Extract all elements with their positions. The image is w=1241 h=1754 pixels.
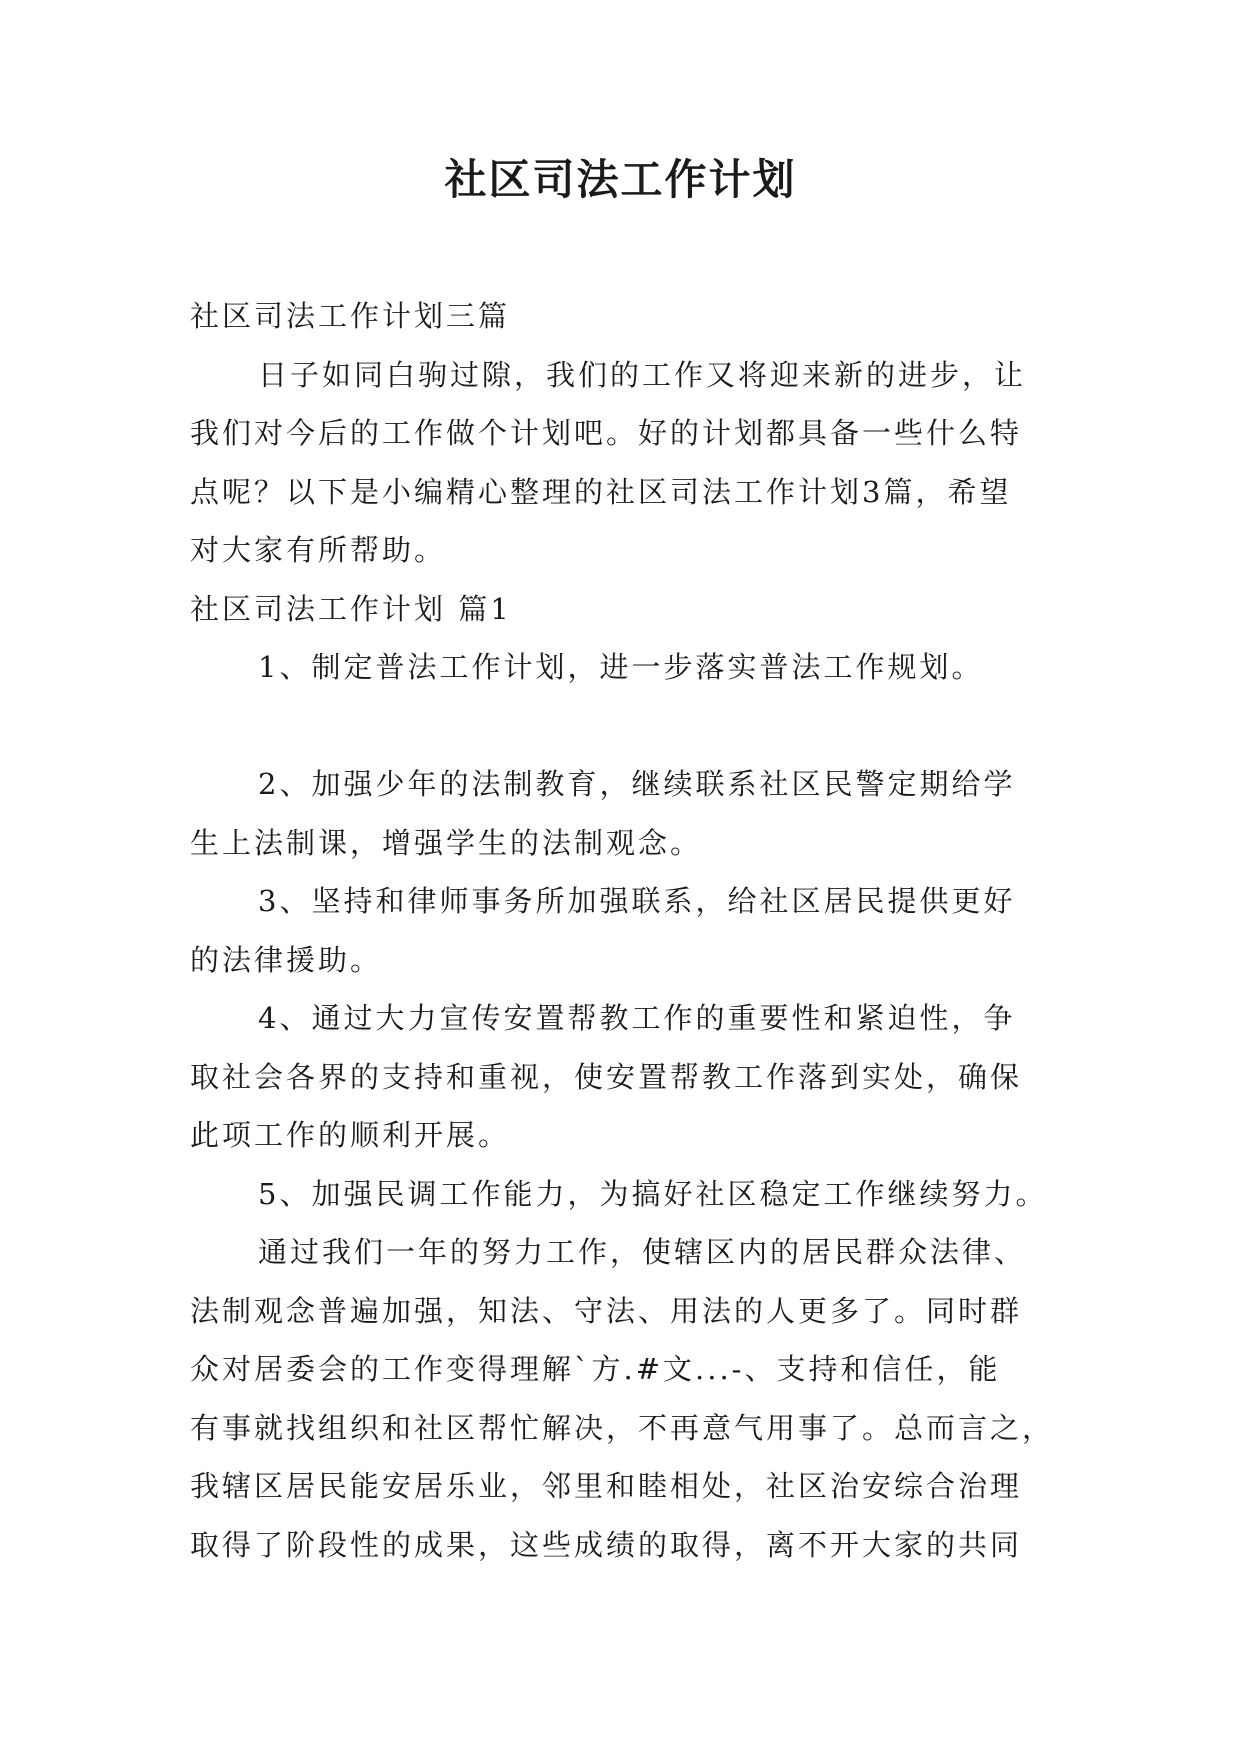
text-line: 社区司法工作计划三篇 — [190, 299, 511, 333]
text-line: 对大家有所帮助。 — [190, 533, 447, 567]
text-line: 4、通过大力宣传安置帮教工作的重要性和紧迫性，争 — [258, 1001, 1016, 1035]
document-body — [190, 287, 1060, 1574]
document-title: 社区司法工作计划 — [444, 155, 797, 204]
paragraph-gap — [190, 697, 1060, 756]
text-line: 取社会各界的支持和重视，使安置帮教工作落到实处，确保 — [190, 1059, 1023, 1094]
text-line: 社区司法工作计划 篇1 — [190, 591, 512, 626]
text-line: 点呢？以下是小编精心整理的社区司法工作计划3篇，希望 — [190, 474, 1012, 509]
text-line: 2、加强少年的法制教育，继续联系社区民警定期给学 — [258, 767, 1016, 801]
text-line: 我们对今后的工作做个计划吧。好的计划都具备一些什么特 — [190, 416, 1023, 450]
text-line: 我辖区居民能安居乐业，邻里和睦相处，社区治安综合治理 — [190, 1469, 1023, 1503]
text-line: 3、坚持和律师事务所加强联系，给社区居民提供更好 — [258, 884, 1016, 918]
text-line: 取得了阶段性的成果，这些成绩的取得，离不开大家的共同 — [190, 1527, 1023, 1562]
text-line: 5、加强民调工作能力，为搞好社区稳定工作继续努力。 — [258, 1176, 1048, 1211]
text-line: 通过我们一年的努力工作，使辖区内的居民群众法律、 — [258, 1235, 1027, 1269]
text-line: 法制观念普遍加强，知法、守法、用法的人更多了。同时群 — [190, 1293, 1023, 1328]
text-line: 有事就找组织和社区帮忙解决，不再意气用事了。总而言之， — [190, 1410, 1055, 1445]
text-line: 1、制定普法工作计划，进一步落实普法工作规划。 — [258, 650, 984, 684]
text-line: 此项工作的顺利开展。 — [190, 1118, 511, 1152]
text-line: 生上法制课，增强学生的法制观念。 — [190, 825, 703, 860]
text-line: 众对居委会的工作变得理解`方.#文...-、支持和信任，能 — [190, 1352, 1001, 1386]
text-line: 日子如同白驹过隙，我们的工作又将迎来新的进步，让 — [258, 357, 1027, 392]
text-line: 的法律援助。 — [190, 942, 383, 977]
